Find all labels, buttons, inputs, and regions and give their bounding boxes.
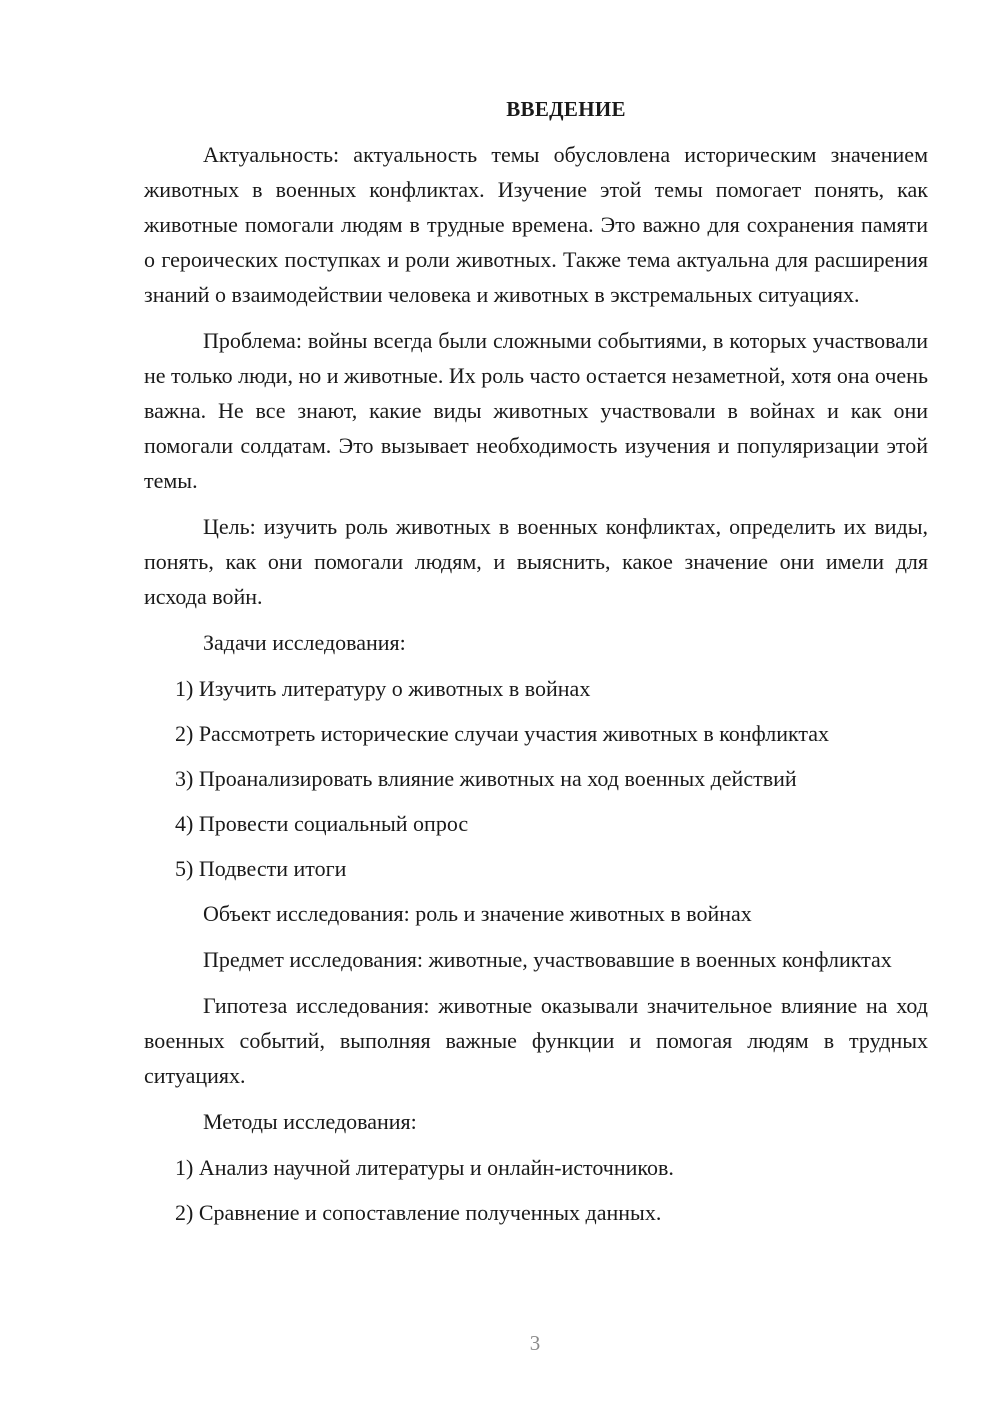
method-item: 1) Анализ научной литературы и онлайн-источников. (175, 1155, 674, 1180)
task-item: 4) Провести социальный опрос (175, 811, 469, 836)
subject-paragraph: Предмет исследования: животные, участвовавшие в военных конфликтах (203, 947, 892, 972)
task-item: 2) Рассмотреть исторические случаи участия животных в конфликтах (175, 721, 830, 746)
relevance-paragraph: Актуальность: актуальность темы обусловлена историческим значением животных в военных конфликтах. Изучение этой темы помогает понять, как животные помогали людям в трудные времена. Это важно для сохранения памяти о героических поступках и роли животных. Также тема актуальна для расширения знаний о взаимодействии человека и животных в экстремальных ситуациях. (144, 142, 928, 307)
page-content (144, 92, 928, 1240)
tasks-heading: Задачи исследования: (203, 630, 406, 655)
problem-paragraph: Проблема: войны всегда были сложными событиями, в которых участвовали не только люди, но и животные. Их роль часто остается незаметной, хотя она очень важна. Не все знают, какие виды животных участвовали в войнах и как они помогали солдатам. Это вызывает необходимость изучения и популяризации этой темы. (144, 328, 928, 493)
tasks-list (144, 671, 928, 886)
page-number: 3 (529, 1331, 541, 1355)
task-item: 5) Подвести итоги (175, 856, 347, 881)
object-paragraph: Объект исследования: роль и значение животных в войнах (203, 901, 752, 926)
methods-heading: Методы исследования: (203, 1109, 417, 1134)
section-heading: ВВЕДЕНИЕ (506, 97, 626, 121)
hypothesis-paragraph: Гипотеза исследования: животные оказывали значительное влияние на ход военных событий, выполняя важные функции и помогая людям в трудных ситуациях. (144, 993, 928, 1088)
goal-paragraph: Цель: изучить роль животных в военных конфликтах, определить их виды, понять, как они помогали людям, и выяснить, какое значение они имели для исхода войн. (144, 514, 928, 609)
methods-list (144, 1150, 928, 1230)
task-item: 3) Проанализировать влияние животных на ход военных действий (175, 766, 797, 791)
task-item: 1) Изучить литературу о животных в войнах (175, 676, 591, 701)
method-item: 2) Сравнение и сопоставление полученных данных. (175, 1200, 662, 1225)
